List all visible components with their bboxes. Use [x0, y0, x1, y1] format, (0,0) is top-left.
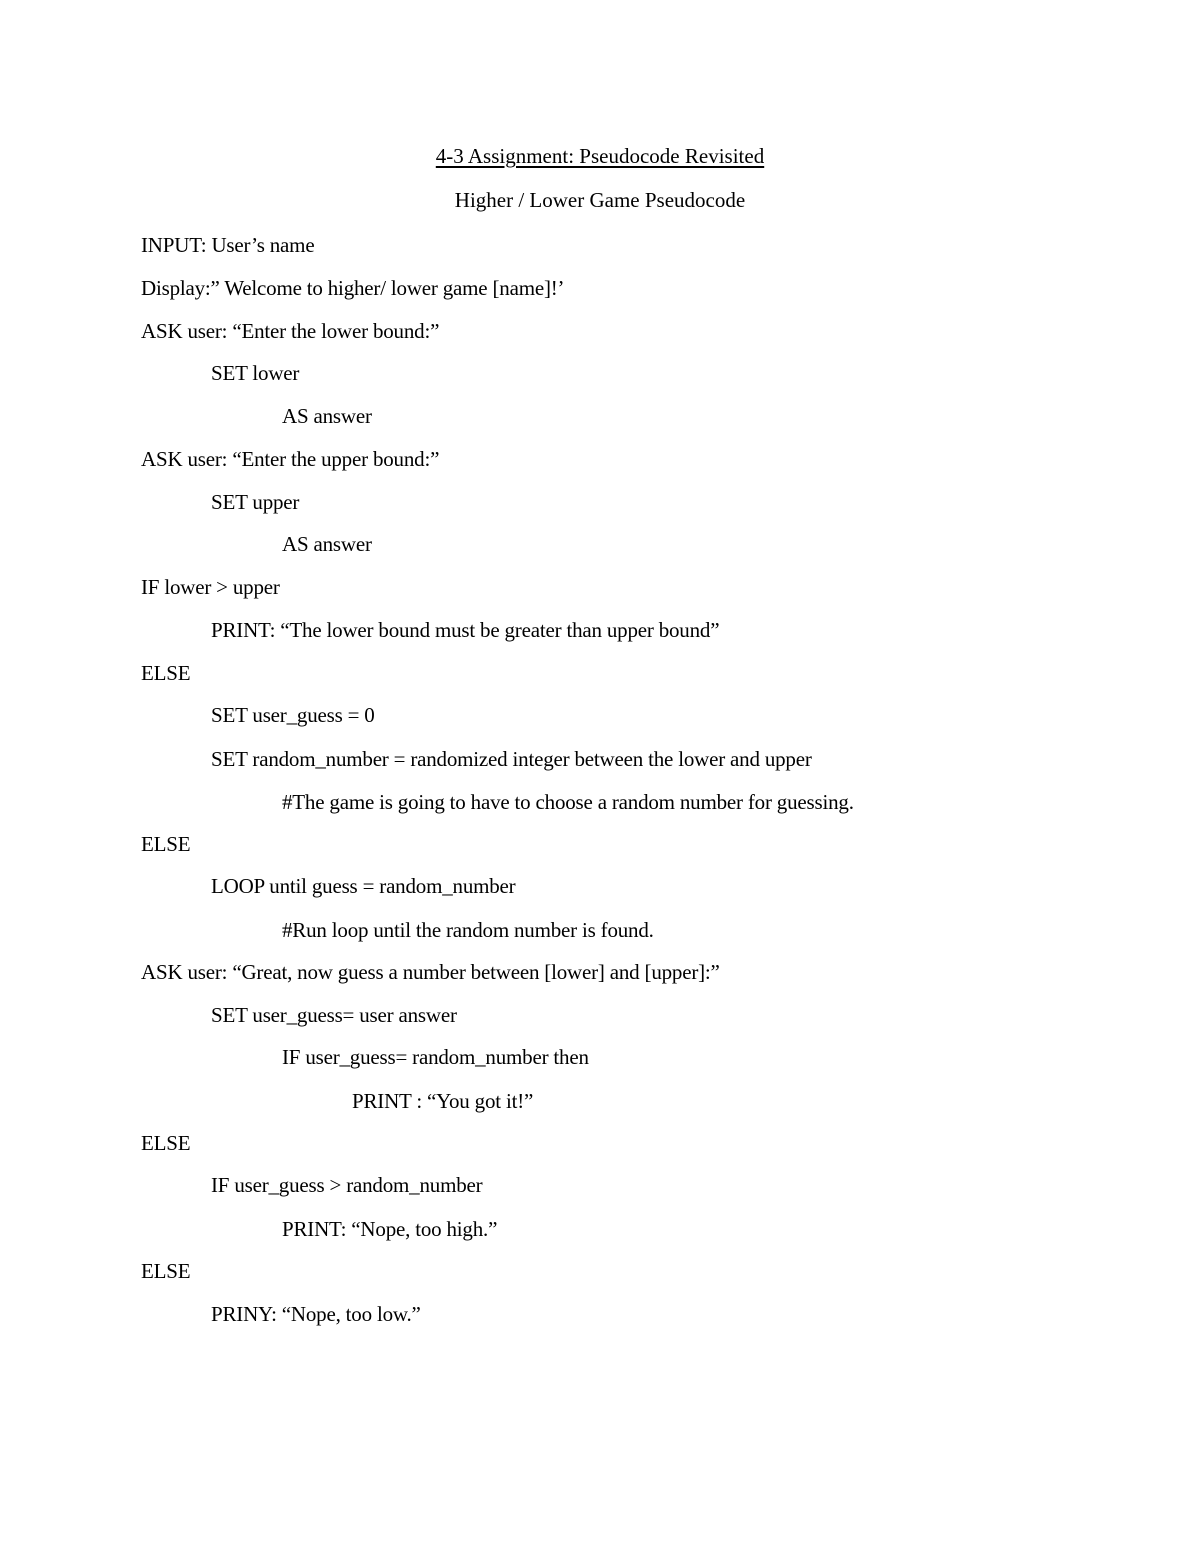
- pseudocode-line: ELSE: [141, 1131, 191, 1155]
- pseudocode-line: LOOP until guess = random_number: [211, 874, 516, 898]
- document-subtitle: Higher / Lower Game Pseudocode: [454, 188, 746, 212]
- pseudocode-line: SET upper: [211, 490, 300, 514]
- document-title: 4-3 Assignment: Pseudocode Revisited: [435, 144, 765, 168]
- pseudocode-line: INPUT: User’s name: [141, 233, 315, 257]
- pseudocode-line: SET user_guess = 0: [211, 703, 375, 727]
- pseudocode-line: ASK user: “Great, now guess a number between [lower] and [upper]:”: [141, 960, 720, 984]
- pseudocode-line: PRINT: “The lower bound must be greater than upper bound”: [211, 618, 720, 642]
- pseudocode-line: IF user_guess > random_number: [211, 1173, 483, 1197]
- pseudocode-line: ELSE: [141, 1259, 191, 1283]
- pseudocode-line: IF lower > upper: [141, 575, 280, 599]
- pseudocode-line: IF user_guess= random_number then: [282, 1045, 589, 1069]
- pseudocode-line: ASK user: “Enter the upper bound:”: [141, 447, 440, 471]
- pseudocode-line: Display:” Welcome to higher/ lower game [name]!’: [141, 276, 565, 300]
- pseudocode-line: SET lower: [211, 361, 300, 385]
- pseudocode-line: #Run loop until the random number is found.: [282, 918, 654, 942]
- pseudocode-line: ELSE: [141, 661, 191, 685]
- pseudocode-line: PRINT: “Nope, too high.”: [282, 1217, 498, 1241]
- pseudocode-line: #The game is going to have to choose a random number for guessing.: [282, 790, 854, 814]
- pseudocode-line: PRINT : “You got it!”: [352, 1089, 534, 1113]
- pseudocode-line: SET user_guess= user answer: [211, 1003, 457, 1027]
- pseudocode-line: AS answer: [282, 404, 372, 428]
- pseudocode-line: AS answer: [282, 532, 372, 556]
- pseudocode-line: ASK user: “Enter the lower bound:”: [141, 319, 440, 343]
- pseudocode-line: SET random_number = randomized integer between the lower and upper: [211, 747, 812, 771]
- pseudocode-line: ELSE: [141, 832, 191, 856]
- pseudocode-line: PRINY: “Nope, too low.”: [211, 1302, 421, 1326]
